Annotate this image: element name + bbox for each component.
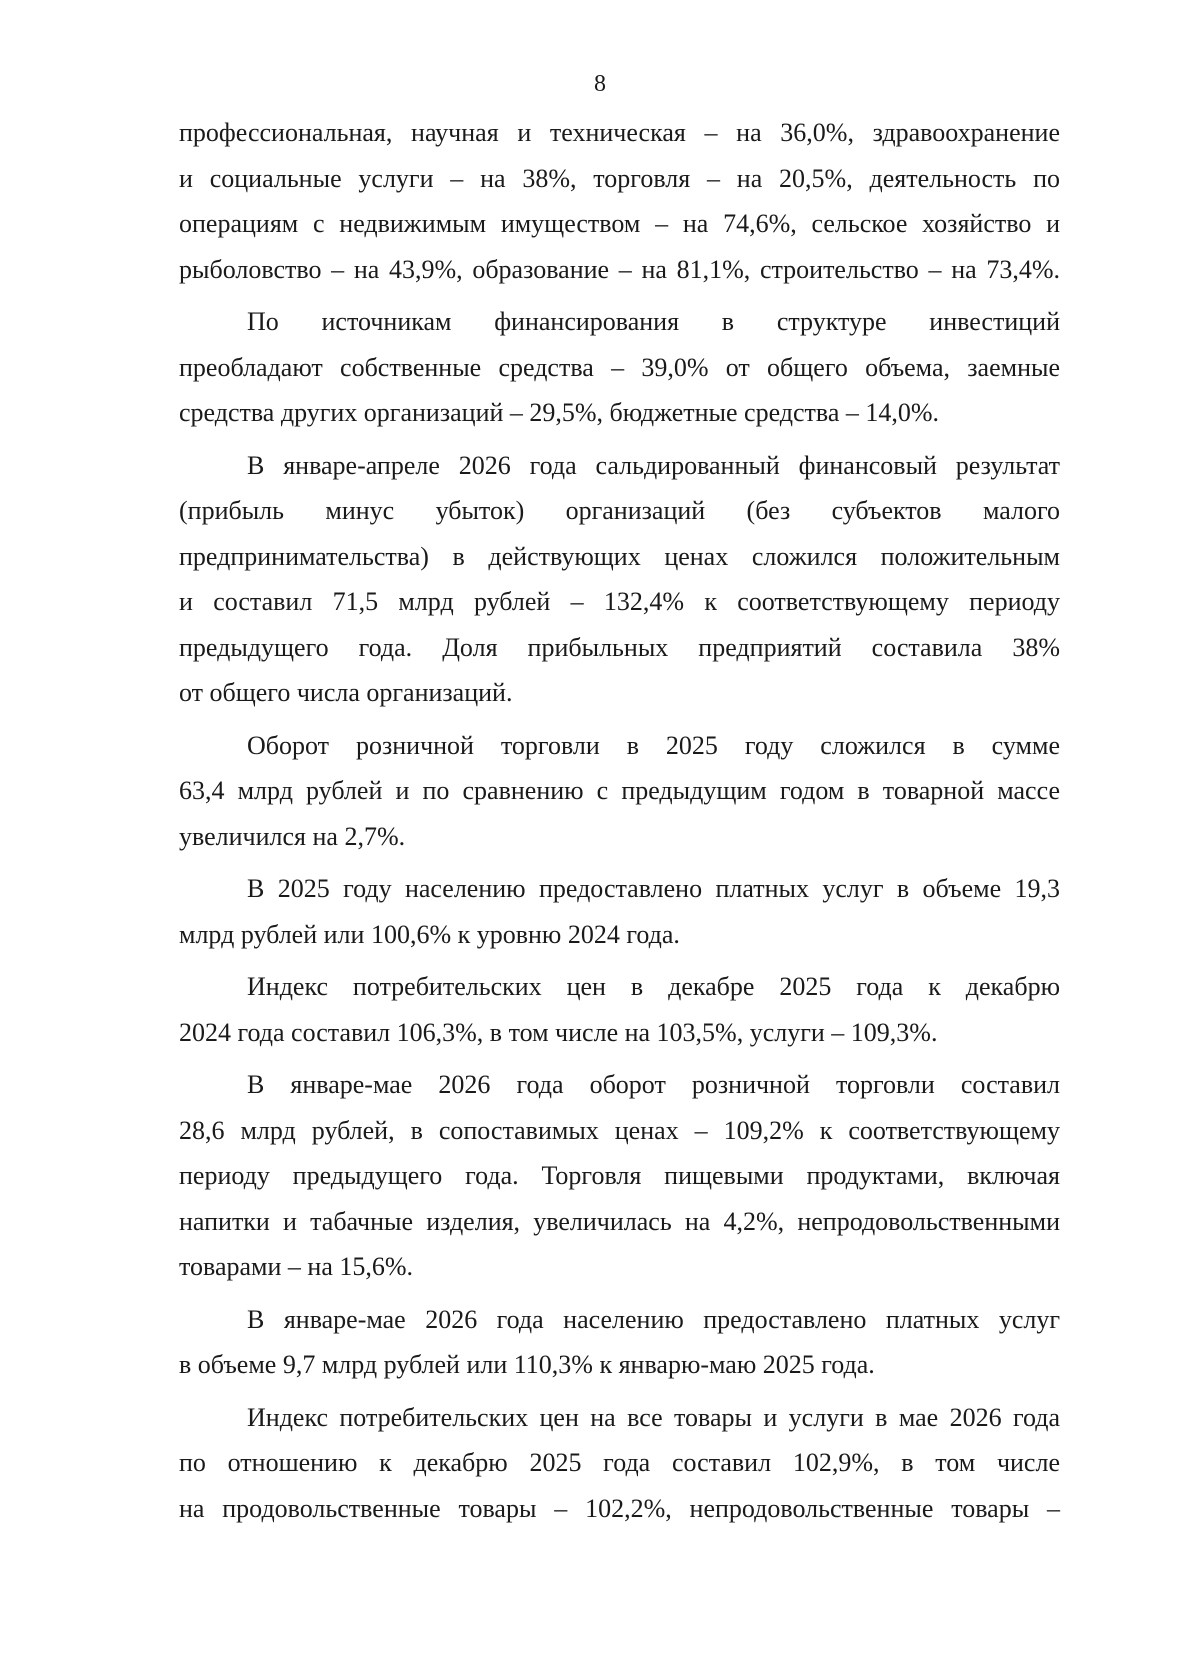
paragraph	[179, 110, 1060, 292]
text-line: (прибыль минус убыток) организаций (без субъектов малого	[179, 496, 1060, 525]
paragraph	[179, 1395, 1060, 1532]
text-line: 28,6 млрд рублей, в сопоставимых ценах – 109,2% к соответствующему	[179, 1115, 1060, 1145]
text-line: 2024 года составил 106,3%, в том числе на 103,5%, услуги – 109,3%.	[179, 1017, 938, 1047]
text-line: от общего числа организаций.	[179, 678, 513, 707]
paragraph	[179, 443, 1060, 716]
text-line: 63,4 млрд рублей и по сравнению с предыдущим годом в товарной массе	[179, 776, 1060, 805]
text-line: периоду предыдущего года. Торговля пищевыми продуктами, включая	[179, 1161, 1060, 1190]
paragraph	[179, 299, 1060, 436]
text-line: рыболовство – на 43,9%, образование – на 81,1%, строительство – на 73,4%.	[179, 254, 1060, 284]
paragraph	[179, 1062, 1060, 1290]
text-line: предыдущего года. Доля прибыльных предприятий составила 38%	[179, 632, 1060, 662]
text-line: увеличился на 2,7%.	[179, 821, 406, 851]
text-line: и социальные услуги – на 38%, торговля – на 20,5%, деятельность по	[179, 163, 1060, 193]
text-line: Индекс потребительских цен на все товары и услуги в мае 2026 года	[247, 1402, 1060, 1432]
text-line: предпринимательства) в действующих ценах сложился положительным	[179, 541, 1060, 571]
document-body	[179, 110, 1060, 1531]
text-line: по отношению к декабрю 2025 года составил 102,9%, в том числе	[179, 1448, 1060, 1477]
text-line: В январе-апреле 2026 года сальдированный финансовый результат	[247, 450, 1060, 480]
text-line: в объеме 9,7 млрд рублей или 110,3% к январю-маю 2025 года.	[179, 1350, 875, 1379]
paragraph	[179, 964, 1060, 1055]
text-line: млрд рублей или 100,6% к уровню 2024 года.	[179, 919, 680, 949]
text-line: профессиональная, научная и техническая – на 36,0%, здравоохранение	[179, 118, 1060, 147]
text-line: товарами – на 15,6%.	[179, 1252, 414, 1281]
text-line: преобладают собственные средства – 39,0% от общего объема, заемные	[179, 352, 1060, 382]
text-line: операциям с недвижимым имуществом – на 74,6%, сельское хозяйство и	[179, 209, 1060, 238]
text-line: По источникам финансирования в структуре инвестиций	[247, 307, 1060, 336]
text-line: напитки и табачные изделия, увеличилась на 4,2%, непродовольственными	[179, 1206, 1060, 1236]
text-line: и составил 71,5 млрд рублей – 132,4% к соответствующему периоду	[179, 587, 1060, 616]
text-line: Индекс потребительских цен в декабре 2025 года к декабрю	[247, 972, 1060, 1001]
text-line: В январе-мае 2026 года оборот розничной торговли составил	[247, 1070, 1060, 1099]
paragraph	[179, 723, 1060, 860]
paragraph	[179, 866, 1060, 957]
paragraph	[179, 1297, 1060, 1388]
page-number: 8	[594, 71, 606, 97]
text-line: на продовольственные товары – 102,2%, непродовольственные товары –	[179, 1493, 1060, 1523]
text-line: средства других организаций – 29,5%, бюджетные средства – 14,0%.	[179, 398, 940, 427]
text-line: В 2025 году населению предоставлено платных услуг в объеме 19,3	[247, 874, 1060, 903]
text-line: Оборот розничной торговли в 2025 году сложился в сумме	[247, 730, 1060, 760]
text-line: В январе-мае 2026 года населению предоставлено платных услуг	[247, 1304, 1060, 1334]
